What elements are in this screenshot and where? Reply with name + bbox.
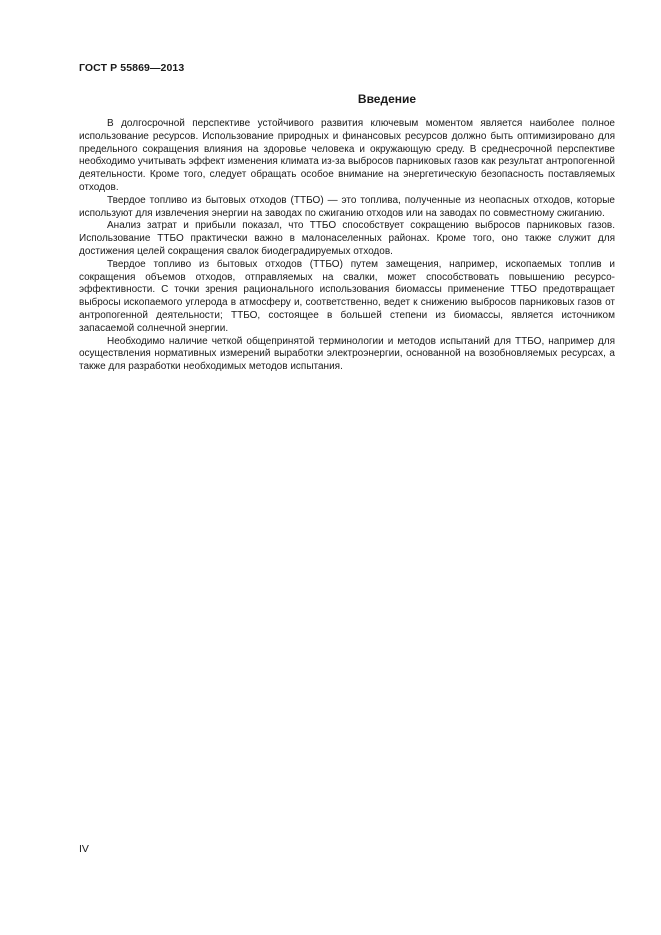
paragraph-3: Анализ затрат и прибыли показал, что ТТБО способствует сокращению выбросов парниковых газов. Использование ТТБО практически важно в малонаселенных районах. Кроме того, оно также служит для достижения целей сокращения свалок биодеградируемых отходов.	[79, 220, 615, 257]
page-number: IV	[79, 843, 89, 855]
paragraph-5: Необходимо наличие четкой общепринятой терминологии и методов испытаний для ТТБО, например для осуществления нормативных измерений выработки электроэнергии, основанной на возобновляемых ресурсах, а также для разработки необходимых методов испытания.	[79, 335, 615, 373]
paragraph-4: Твердое топливо из бытовых отходов (ТТБО) путем замещения, например, ископаемых топлив и сокращения объемов отходов, отправляемых на свалки, может способствовать повышению ресурсоэффективности. С точки зрения рационального использования биомассы применение ТТБО предотвращает выбросы ископаемого углерода в атмосферу и, соответственно, ведет к снижению выбросов парниковых газов от антропогенной деятельности; ТТБО, состоящее в большей степени из биомассы, является источником запасаемой солнечной энергии.	[79, 258, 615, 334]
paragraph-1: В долгосрочной перспективе устойчивого развития ключевым моментом является наиболее полное использование ресурсов. Использование природных и финансовых ресурсов должно быть оптимизировано для предельного сокращения влияния на здоровье человека и окружающую среду. В среднесрочной перспективе необходимо учитывать эффект изменения климата из-за выбросов парниковых газов как результат антропогенной деятельности. Кроме того, следует обращать особое внимание на энергетическую безопасность поставляемых отходов.	[79, 118, 615, 193]
standard-code-header: ГОСТ Р 55869—2013	[79, 62, 185, 74]
introduction-body	[79, 118, 615, 374]
paragraph-2: Твердое топливо из бытовых отходов (ТТБО) — это топлива, полученные из неопасных отходов, которые используют для извлечения энергии на заводах по сжиганию отходов или на заводах по совместному сжиганию.	[79, 194, 615, 219]
section-title: Введение	[357, 92, 417, 106]
